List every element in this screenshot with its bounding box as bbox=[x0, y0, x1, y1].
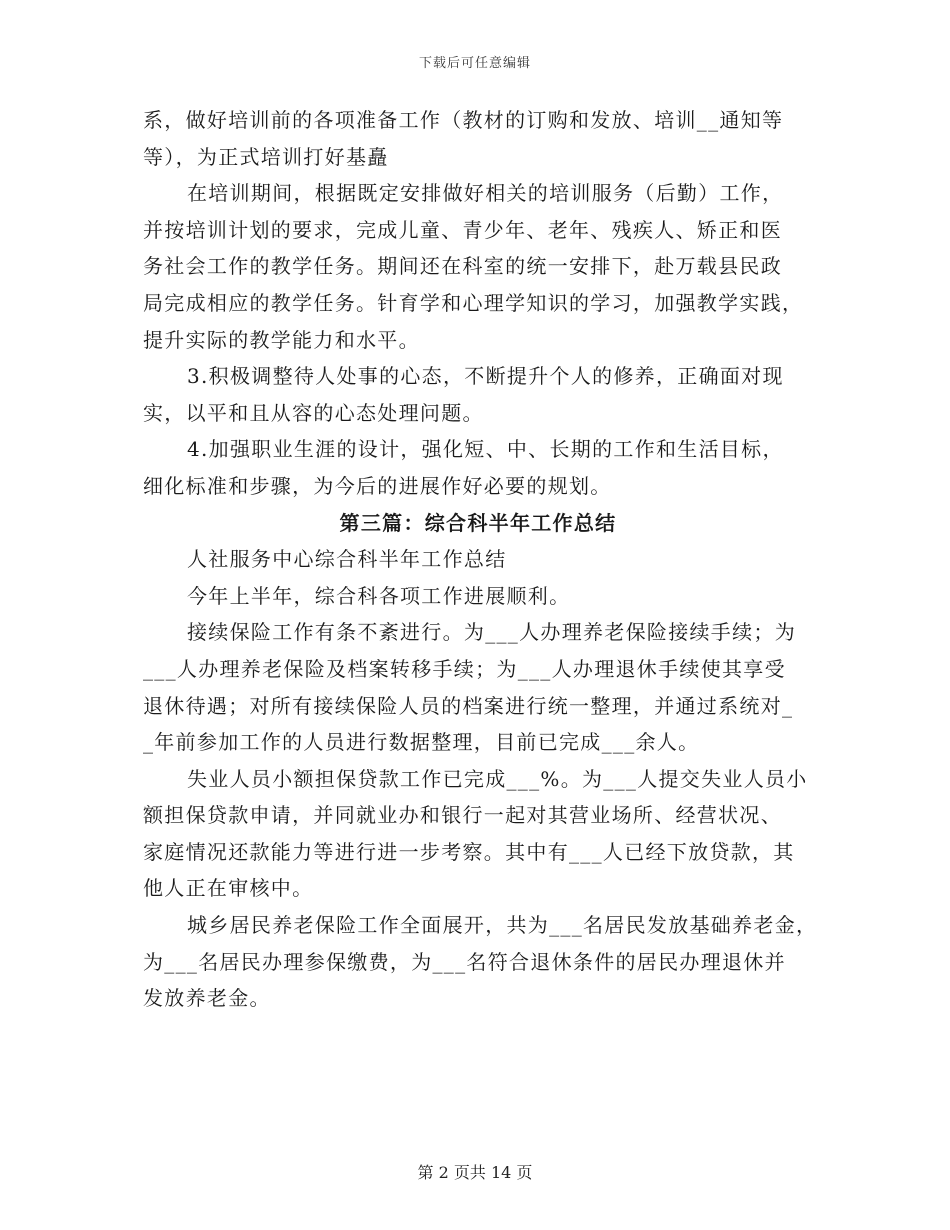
text-line: 发放养老金。 bbox=[143, 986, 271, 1011]
text-line: 为___名居民办理参保缴费，为___名符合退休条件的居民办理退休并 bbox=[143, 949, 786, 974]
text-line: ___人办理养老保险及档案转移手续；为___人办理退休手续使其享受 bbox=[143, 656, 786, 681]
text-line: 在培训期间，根据既定安排做好相关的培训服务（后勤）工作， bbox=[187, 181, 784, 206]
document-body bbox=[143, 102, 818, 1017]
text-line: 城乡居民养老保险工作全面展开，共为___名居民发放基础养老金， bbox=[187, 913, 818, 938]
page-header: 下载后可任意编辑 bbox=[418, 56, 531, 71]
text-line: 家庭情况还款能力等进行进一步考察。其中有___人已经下放贷款，其 bbox=[143, 839, 795, 864]
text-line: 额担保贷款申请，并同就业办和银行一起对其营业场所、经营状况、 bbox=[143, 803, 782, 828]
text-line: 局完成相应的教学任务。针育学和心理学知识的学习，加强教学实践， bbox=[143, 290, 804, 315]
text-line: 务社会工作的教学任务。期间还在科室的统一安排下，赴万载县民政 bbox=[143, 254, 782, 279]
text-line: 3.积极调整待人处事的心态，不断提升个人的修养，正确面对现 bbox=[187, 364, 784, 389]
text-line: 接续保险工作有条不紊进行。为___人办理养老保险接续手续；为 bbox=[187, 620, 796, 645]
text-line: 4.加强职业生涯的设计，强化短、中、长期的工作和生活目标， bbox=[187, 437, 784, 462]
text-line: 今年上半年，综合科各项工作进展顺利。 bbox=[187, 583, 571, 608]
text-line: 退休待遇；对所有接续保险人员的档案进行统一整理，并通过系统对_ bbox=[143, 693, 794, 718]
page-footer: 第 2 页共 14 页 bbox=[417, 1163, 533, 1182]
section-heading: 第三篇：综合科半年工作总结 bbox=[339, 510, 617, 535]
text-line: 他人正在审核中。 bbox=[143, 876, 314, 901]
text-line: 并按培训计划的要求，完成儿童、青少年、老年、残疾人、矫正和医 bbox=[143, 217, 782, 242]
text-line: 人社服务中心综合科半年工作总结 bbox=[187, 547, 507, 572]
text-line: 系，做好培训前的各项准备工作（教材的订购和发放、培训__通知等 bbox=[143, 108, 784, 132]
text-line: 失业人员小额担保贷款工作已完成___%。为___人提交失业人员小 bbox=[187, 766, 808, 791]
text-line: _年前参加工作的人员进行数据整理，目前已完成___余人。 bbox=[143, 730, 700, 755]
text-line: 提升实际的教学能力和水平。 bbox=[143, 327, 420, 352]
text-line: 细化标准和步骤，为今后的进展作好必要的规划。 bbox=[143, 473, 612, 498]
text-line: 等），为正式培训打好基矗 bbox=[143, 144, 389, 169]
text-line: 实，以平和且从容的心态处理问题。 bbox=[143, 400, 484, 425]
